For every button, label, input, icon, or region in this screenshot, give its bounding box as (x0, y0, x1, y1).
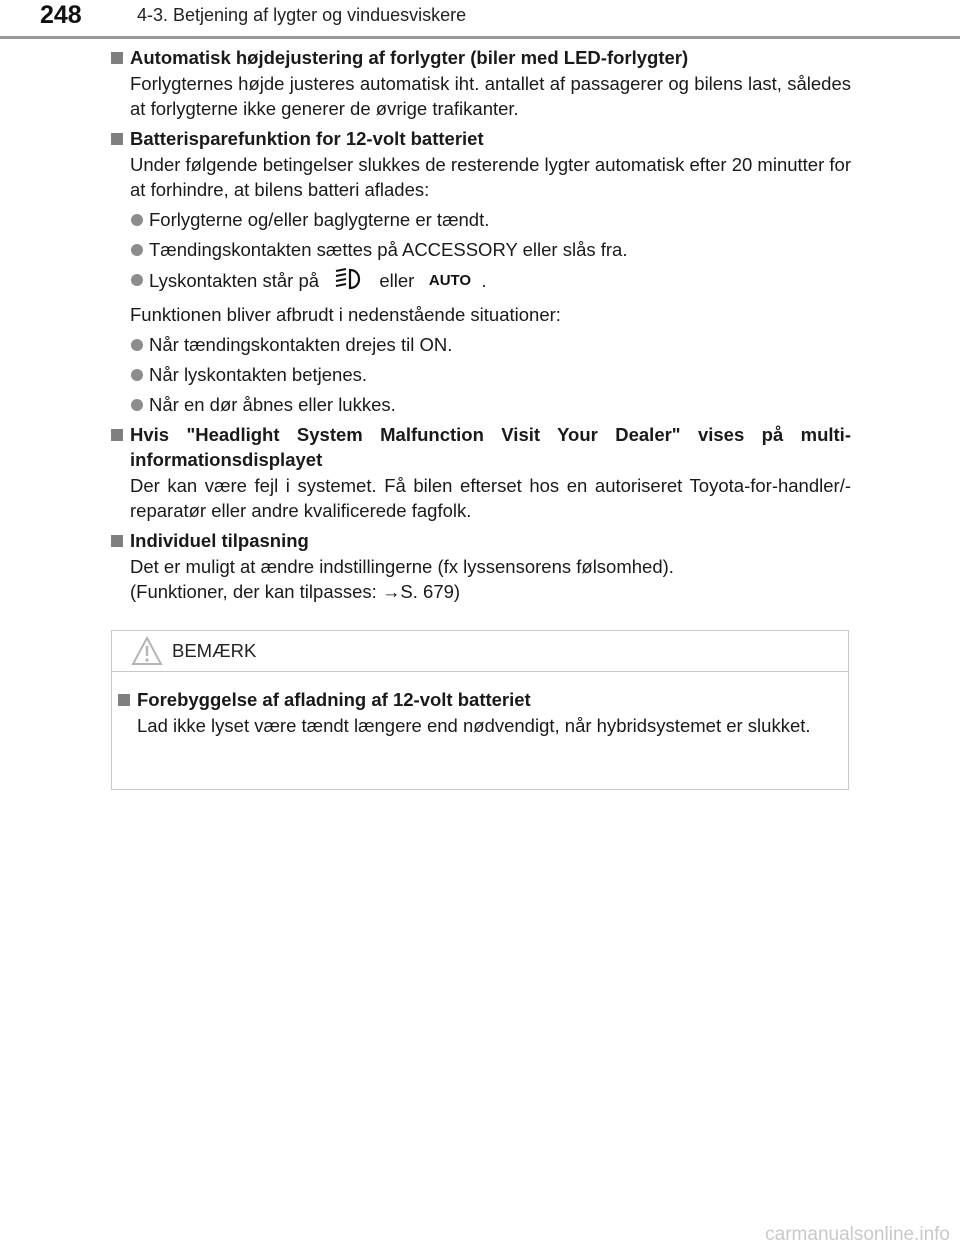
page-header (0, 0, 960, 40)
section-title: Batterisparefunktion for 12-volt batteriet (111, 126, 851, 151)
section-text: Forlygternes højde justeres automatisk iht. antallet af passagerer og bilens last, således at forlygterne ikke generer de øvrige trafikanter. (130, 73, 851, 119)
square-marker-icon (111, 133, 123, 145)
section-title: Individuel tilpasning (111, 528, 851, 553)
bullet-icon (131, 399, 143, 411)
list-item: Når en dør åbnes eller lukkes. (130, 392, 851, 417)
notice-header (112, 631, 848, 672)
section-text: Funktionen bliver afbrudt i nedenstående situationer: (130, 304, 561, 325)
bullet-icon (131, 339, 143, 351)
bullet-icon (131, 244, 143, 256)
bullet-icon (131, 274, 143, 286)
section-text: Der kan være fejl i systemet. Få bilen efterset hos en autoriseret Toyota-for-handler/-reparatør eller andre kvalificerede fagfolk. (130, 475, 851, 521)
chapter-title: 4-3. Betjening af lygter og vinduesviskere (137, 5, 467, 25)
main-content (111, 45, 851, 604)
list-item: Forlygterne og/eller baglygterne er tændt. (130, 207, 851, 232)
notice-text: Lad ikke lyset være tændt længere end nødvendigt, når hybridsystemet er slukket. (137, 715, 811, 736)
square-marker-icon (111, 429, 123, 441)
section-text: Det er muligt at ændre indstillingerne (fx lyssensorens følsomhed). (130, 556, 674, 577)
square-marker-icon (111, 535, 123, 547)
svg-text:AUTO: AUTO (429, 272, 472, 289)
list-item: Når tændingskontakten drejes til ON. (130, 332, 851, 357)
headlight-icon (332, 267, 366, 297)
square-marker-icon (111, 52, 123, 64)
square-marker-icon (118, 694, 130, 706)
bullet-icon (131, 214, 143, 226)
page-number: 248 (40, 1, 82, 29)
section-text: (Funktioner, der kan tilpasses: →S. 679) (130, 581, 461, 602)
section-title: Automatisk højdejustering af forlygter (biler med LED-forlygter) (111, 45, 851, 70)
auto-icon (427, 269, 473, 295)
notice-label: BEMÆRK (172, 640, 257, 661)
list-item: Tændingskontakten sættes på ACCESSORY eller slås fra. (130, 237, 851, 262)
notice-title: Forebyggelse af afladning af 12-volt batteriet (118, 687, 838, 712)
notice-body (118, 687, 838, 738)
bullet-icon (131, 369, 143, 381)
watermark: carmanualsonline.info (765, 1224, 950, 1245)
section-text: Under følgende betingelser slukkes de resterende lygter automatisk efter 20 minutter for at forhindre, at bilens batteri aflades: (130, 154, 851, 200)
notice-box (111, 630, 849, 790)
list-item: Når lyskontakten betjenes. (130, 362, 851, 387)
section-title: Hvis "Headlight System Malfunction Visit Your Dealer" vises på multi-informationsdisplayet (111, 422, 851, 472)
warning-triangle-icon (131, 636, 163, 671)
header-rule (0, 36, 960, 39)
list-item: Lyskontakten står på eller AUTO . (130, 267, 851, 297)
